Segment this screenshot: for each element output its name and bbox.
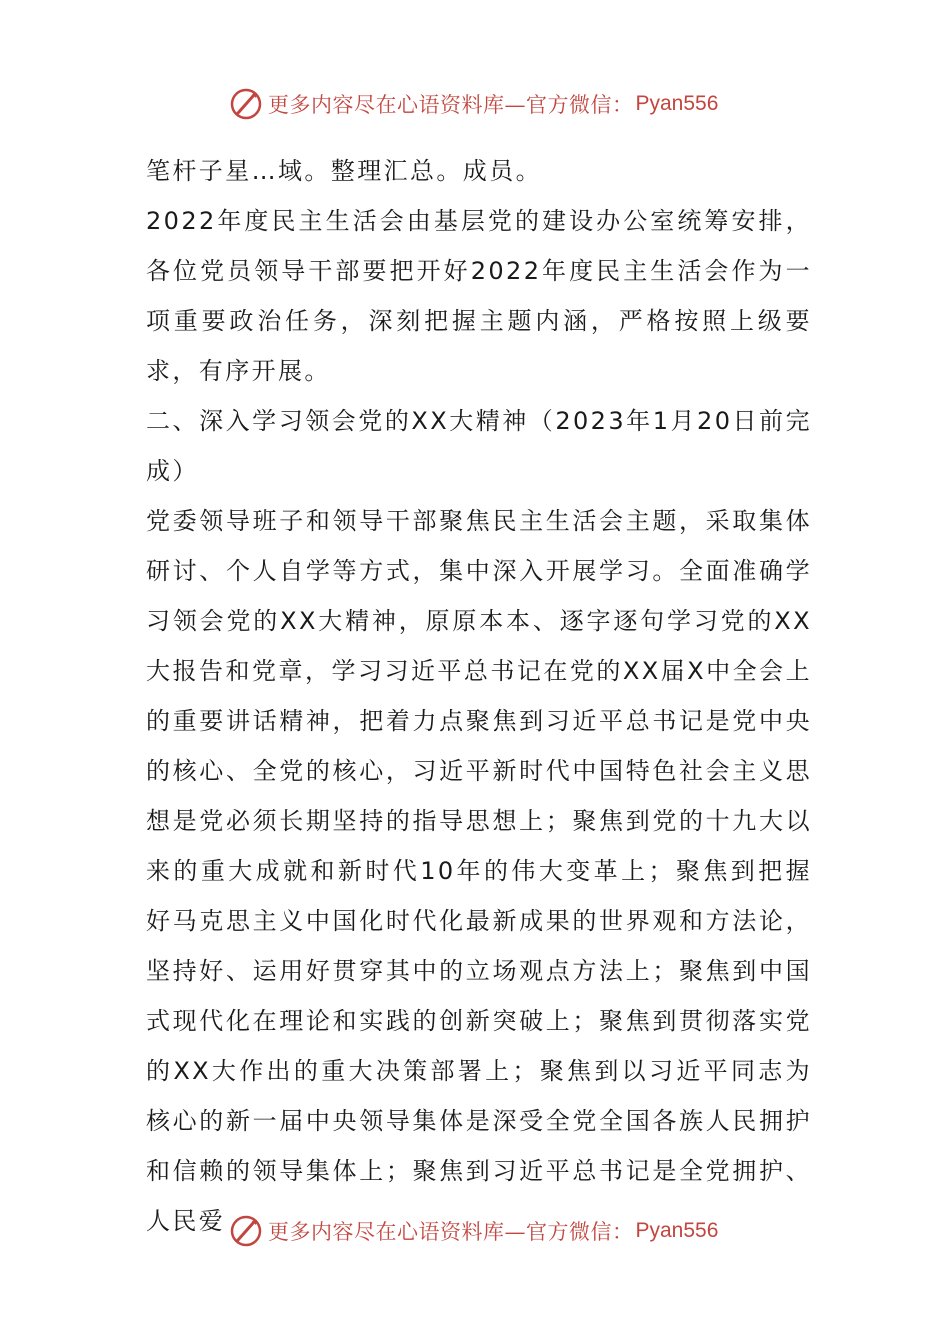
pen-logo-icon xyxy=(228,1213,264,1249)
paragraph: 党委领导班子和领导干部聚焦民主生活会主题，采取集体研讨、个人自学等方式，集中深入开展学习。全面准确学习领会党的XX大精神，原原本本、逐字逐句学习党的XX大报告和党章，学习习近平总书记在党的XX届X中全会上的重要讲话精神，把着力点聚焦到习近平总书记是党中央的核心、全党的核心，习近平新时代中国特色社会主义思想是党必须长期坚持的指导思想上；聚焦到党的十九大以来的重大成就和新时代10年的伟大变革上；聚焦到把握好马克思主义中国化时代化最新成果的世界观和方法论，坚持好、运用好贯穿其中的立场观点方法上；聚焦到中国式现代化在理论和实践的创新突破上；聚焦到贯彻落实党的XX大作出的重大决策部署上；聚焦到以习近平同志为核心的新一届中央领导集体是深受全党全国各族人民拥护和信赖的领导集体上；聚焦到习近平总书记是全党拥护、人民爱 xyxy=(146,507,812,1235)
section-heading: 二、深入学习领会党的XX大精神（2023年1月20日前完成） xyxy=(146,407,812,485)
header-watermark xyxy=(228,84,718,124)
paragraph: 笔杆子星…域。整理汇总。成员。 xyxy=(146,157,542,185)
document-body xyxy=(146,146,812,1246)
watermark-text: 更多内容尽在心语资料库—官方微信： xyxy=(268,1220,634,1244)
pen-logo-icon xyxy=(228,86,264,122)
footer-watermark xyxy=(228,1211,718,1251)
wechat-id: Pyan556 xyxy=(635,1219,719,1242)
watermark-text: 更多内容尽在心语资料库—官方微信： xyxy=(268,93,634,117)
paragraph: 2022年度民主生活会由基层党的建设办公室统筹安排，各位党员领导干部要把开好2022年度民主生活会作为一项重要政治任务，深刻把握主题内涵，严格按照上级要求，有序开展。 xyxy=(146,207,812,385)
wechat-id: Pyan556 xyxy=(635,92,719,115)
